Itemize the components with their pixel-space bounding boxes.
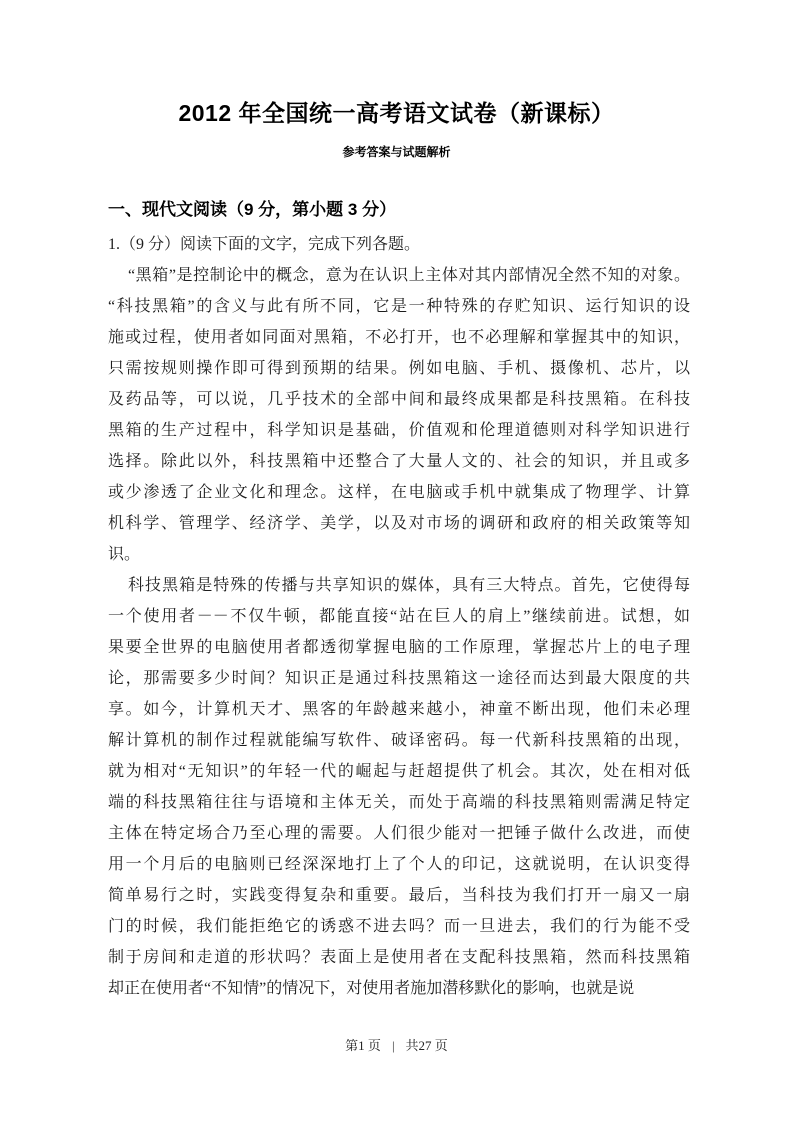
document-title: 2012 年全国统一高考语文试卷（新课标） bbox=[178, 100, 615, 126]
passage-line: 只需按规则操作即可得到预期的结果。例如电脑、手机、摄像机、芯片，以 bbox=[108, 360, 690, 377]
section-heading: 一、现代文阅读（9 分，第小题 3 分） bbox=[108, 200, 397, 219]
passage-line: “科技黑箱”的含义与此有所不同，它是一种特殊的存贮知识、运行知识的设 bbox=[108, 298, 690, 315]
passage-line: 选择。除此以外，科技黑箱中还整合了大量人文的、社会的知识，并且或多 bbox=[108, 453, 690, 470]
question-1-lead: 1.（9 分）阅读下面的文字，完成下列各题。 bbox=[108, 236, 421, 253]
page-number: 第1 页 bbox=[345, 1038, 381, 1053]
document-subtitle: 参考答案与试题解析 bbox=[342, 145, 451, 159]
passage-line: 或少渗透了企业文化和理念。这样，在电脑或手机中就集成了物理学、计算 bbox=[108, 484, 690, 501]
passage-line: 识。 bbox=[108, 546, 141, 563]
reading-passage bbox=[108, 229, 690, 1004]
passage-line: 及药品等，可以说，几乎技术的全部中间和最终成果都是科技黑箱。在科技 bbox=[108, 391, 690, 408]
footer-separator: | bbox=[391, 1038, 395, 1053]
passage-line: 就为相对“无知识”的年轻一代的崛起与赶超提供了机会。其次，处在相对低 bbox=[108, 763, 690, 780]
total-pages: 共27 页 bbox=[405, 1038, 448, 1053]
passage-line: 用一个月后的电脑则已经深深地打上了个人的印记，这就说明，在认识变得 bbox=[108, 856, 690, 873]
passage-line: 端的科技黑箱往往与语境和主体无关，而处于高端的科技黑箱则需满足特定 bbox=[108, 794, 690, 811]
page-footer bbox=[0, 1036, 793, 1056]
passage-paragraph-2 bbox=[108, 570, 690, 1004]
passage-line: 门的时候，我们能拒绝它的诱惑不进去吗？而一旦进去，我们的行为能不受 bbox=[108, 918, 690, 935]
passage-line: “黑箱”是控制论中的概念，意为在认识上主体对其内部情况全然不知的对象。 bbox=[128, 267, 690, 284]
passage-line: 施或过程，使用者如同面对黑箱，不必打开，也不必理解和掌握其中的知识， bbox=[108, 329, 690, 346]
passage-line: 享。如今，计算机天才、黑客的年龄越来越小，神童不断出现，他们未必理 bbox=[108, 701, 690, 718]
passage-line: 却正在使用者“不知情”的情况下，对使用者施加潜移默化的影响，也就是说 bbox=[108, 980, 635, 997]
passage-line: 黑箱的生产过程中，科学知识是基础，价值观和伦理道德则对科学知识进行 bbox=[108, 422, 690, 439]
passage-line: 科技黑箱是特殊的传播与共享知识的媒体，具有三大特点。首先，它使得每 bbox=[128, 577, 690, 594]
passage-line: 一个使用者－－不仅牛顿，都能直接“站在巨人的肩上”继续前进。试想，如 bbox=[108, 608, 690, 625]
passage-line: 制于房间和走道的形状吗？表面上是使用者在支配科技黑箱，然而科技黑箱 bbox=[108, 949, 690, 966]
passage-line: 主体在特定场合乃至心理的需要。人们很少能对一把锤子做什么改进，而使 bbox=[108, 825, 690, 842]
passage-line: 果要全世界的电脑使用者都透彻掌握电脑的工作原理，掌握芯片上的电子理 bbox=[108, 639, 690, 656]
passage-line: 简单易行之时，实践变得复杂和重要。最后，当科技为我们打开一扇又一扇 bbox=[108, 887, 690, 904]
passage-line: 论，那需要多少时间？知识正是通过科技黑箱这一途径而达到最大限度的共 bbox=[108, 670, 690, 687]
passage-paragraph-1 bbox=[108, 260, 690, 570]
passage-line: 机科学、管理学、经济学、美学，以及对市场的调研和政府的相关政策等知 bbox=[108, 515, 690, 532]
passage-line: 解计算机的制作过程就能编写软件、破译密码。每一代新科技黑箱的出现， bbox=[108, 732, 690, 749]
